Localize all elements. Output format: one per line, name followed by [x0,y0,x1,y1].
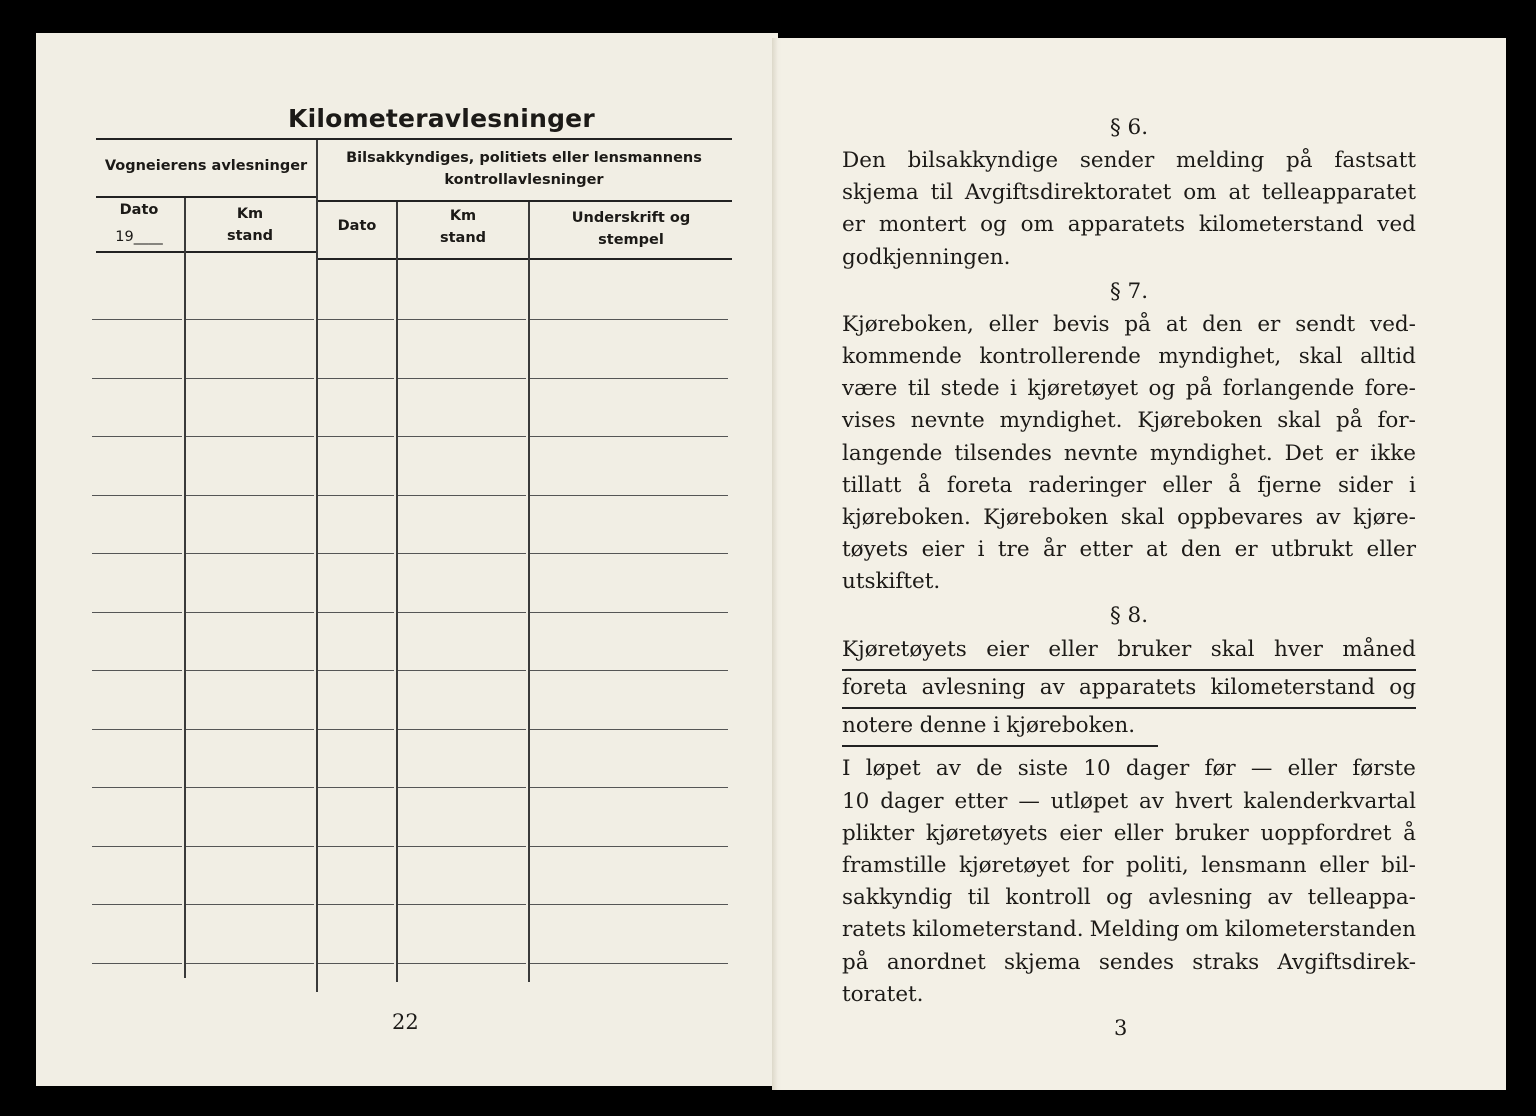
word: foreta [946,472,1013,498]
text-line [842,309,1416,341]
word: for- [1377,408,1416,434]
word: Melding [1089,917,1180,943]
word: eller [1048,637,1098,663]
word: dager [880,788,944,814]
text-line [842,786,1416,818]
ledger-row-line [530,904,728,905]
ledger-row-line [318,319,394,320]
word: av [1315,504,1341,530]
word: Det [1284,440,1324,466]
ledger-row-line [186,846,314,847]
ledger-row-line [92,495,182,496]
word: politi, [1125,853,1189,878]
word: Kjøretøyets [842,637,967,663]
word: skal [1210,637,1255,663]
word: er [1335,440,1359,466]
ledger-row-line [186,729,314,730]
word: — [1250,756,1273,782]
ledger-row-line [186,612,314,613]
word: bevis [1053,311,1110,337]
text-line [842,209,1416,241]
word: tillatt [842,472,902,498]
signature-header-line2: stempel [598,232,664,248]
word: bruker [1117,637,1192,663]
ledger-row-line [92,319,182,320]
word: sendes [1098,949,1175,975]
word: straks [1192,949,1260,975]
word: kilometerstanden [1224,917,1416,943]
word: kilometerstand [1210,675,1376,701]
word: avlesning [921,675,1026,701]
regulation-text [842,110,1416,1011]
word: 10 [1083,756,1111,782]
word: kjøretøyets [925,820,1048,846]
word: eier [986,637,1029,663]
word: forlangende [1222,376,1355,402]
word: toratet. [842,981,924,1007]
ledger-row-line [398,495,526,496]
word: skal [1277,408,1322,434]
control-header-rule [316,200,732,202]
word: fjerne [1257,472,1322,498]
section-6-body [842,145,1416,274]
word: hver [1273,637,1323,663]
word: apparatets [1067,212,1186,238]
ledger-row-line [318,553,394,554]
control-km-header: Km [449,208,477,224]
word: ved [1377,212,1416,238]
word: for [1082,853,1114,878]
ledger-row-line [530,378,728,379]
ledger-row-line [92,846,182,847]
text-line [842,405,1416,437]
ledger-row-line [318,904,394,905]
ledger-row-line [186,787,314,788]
word: nevnte [1063,440,1138,466]
ledger-row-line [92,553,182,554]
word: myndighet. [999,408,1123,434]
word: ratets [842,917,907,943]
word: være [842,376,898,402]
ledger-row-line [398,670,526,671]
text-line [842,947,1416,979]
word: sider [1337,472,1393,498]
word: ved- [1370,311,1416,337]
ledger-row-line [398,612,526,613]
word: måned [1342,637,1416,663]
word: å [1228,472,1242,498]
word: I [842,756,851,782]
text-line [842,914,1416,946]
word: apparatets [1078,675,1197,701]
word: notere [842,713,914,739]
ledger-row-line [530,963,728,964]
word: i [1010,376,1017,402]
word: melding [1176,148,1265,173]
word: kontrollerende [979,343,1141,369]
word: eller [1287,756,1338,782]
word: ikke [1370,440,1416,466]
word: om [1185,917,1219,943]
ledger-row-line [398,963,526,964]
ledger-row-line [530,612,728,613]
word: dager [1125,756,1190,782]
word: lensmann [1201,853,1307,878]
word: denne [919,713,987,739]
text-line [842,882,1416,914]
owner-body-rule [96,251,316,253]
word: på [842,949,869,975]
word: og [1148,376,1176,402]
ledger-row-line [398,904,526,905]
left-page-number: 22 [392,1010,419,1034]
underlined-line [842,671,1416,709]
owner-readings-header: Vogneierens avlesninger [104,158,308,174]
word: bilsakkyndige [907,148,1059,173]
word: eller [1162,472,1212,498]
text-line [842,438,1416,470]
ledger-row-line [186,670,314,671]
word: skjema [842,180,919,206]
ledger-row-line [186,436,314,437]
word: fore- [1364,376,1416,402]
word: eier [921,537,965,563]
word: alltid [1360,343,1416,369]
word: kilometerstand. [912,917,1084,943]
word: uoppfordret [1260,820,1392,846]
text-line [842,979,1416,1011]
word: framstille [842,853,947,878]
text-line [842,470,1416,502]
section-8-heading: § 8. [1109,603,1149,629]
word: er [1257,311,1281,337]
ledger-row-line [530,787,728,788]
ledger-row-line [318,787,394,788]
word: kjøretøyet [1027,376,1139,402]
word: av [1138,788,1164,814]
word: bruker [1174,820,1249,846]
ledger-row-line [530,846,728,847]
section-6-heading: § 6. [1109,115,1149,140]
ledger-row-line [92,904,182,905]
word: til [930,180,953,206]
word: at [1228,180,1250,206]
word: om [1183,180,1217,206]
right-page-number: 3 [1114,1016,1128,1040]
word: kjøreboken. [1006,713,1136,739]
ledger-row-line [186,378,314,379]
text-line [842,177,1416,209]
word: skjema [1003,949,1081,975]
word: kommende [842,343,962,369]
word: kilometerstand [1198,212,1364,238]
word: sendt [1295,311,1356,337]
ledger-row-line [186,553,314,554]
word: Kjøreboken [983,504,1109,530]
table-top-rule [96,138,732,140]
word: til [907,376,931,402]
word: de [976,756,1003,782]
word: anordnet [886,949,986,975]
word: Den [842,148,886,173]
word: myndighet, [1158,343,1282,369]
word: før [1204,756,1236,782]
word: er [1234,537,1258,563]
ledger-row-line [318,495,394,496]
text-line [842,850,1416,882]
word: den [1202,311,1243,337]
word: av [1267,885,1293,911]
word: utskiftet. [842,569,941,595]
word: kontroll [1005,885,1091,911]
word: sender [1079,148,1155,173]
ledger-row-line [398,436,526,437]
word: godkjenningen. [842,244,1011,270]
word: av [1039,675,1065,701]
word: første [1352,756,1416,782]
ledger-row-line [318,729,394,730]
word: eller [1113,820,1164,846]
word: på [1124,311,1151,337]
word: til [967,885,991,911]
word: skal [1120,504,1165,530]
text-line [842,534,1416,566]
ledger-row-line [186,495,314,496]
ledger-row-line [398,378,526,379]
owner-km-header: Km [236,206,264,222]
word: år [1042,537,1067,563]
control-body-rule [316,258,732,260]
ledger-row-line [530,670,728,671]
word: Kjøreboken [1137,408,1263,434]
page-crease [772,38,782,1090]
ledger-row-line [318,378,394,379]
word: montert [878,212,967,238]
word: og [1389,675,1416,701]
word: sakkyndig [842,885,953,911]
signature-header: Underskrift og [571,210,691,226]
ledger-row-line [186,963,314,964]
section-7-body [842,309,1416,599]
ledger-row-line [530,319,728,320]
word: Kjøreboken, [842,311,974,337]
ledger-row-line [92,787,182,788]
word: tre [997,537,1030,563]
word: og [1106,885,1133,911]
word: Avgiftsdirektoratet [964,180,1172,206]
word: langende [842,440,943,466]
ledger-row-line [92,670,182,671]
word: den [1180,537,1222,563]
underlined-line [842,709,1158,747]
word: raderinger [1028,472,1147,498]
ledger-row-line [398,787,526,788]
word: telleappa- [1307,885,1416,911]
word: eller [1319,853,1369,878]
word: vises [842,408,896,434]
ledger-row-line [530,436,728,437]
word: siste [1017,756,1069,782]
underlined-line [842,633,1416,671]
word: og [980,212,1007,238]
ledger-row-line [318,963,394,964]
word: å [1403,820,1416,846]
word: bil- [1381,853,1416,878]
text-line [842,341,1416,373]
word: hvert [1174,788,1233,814]
word: utløpet [1050,788,1129,814]
ledger-row-line [92,378,182,379]
ledger-row-line [530,553,728,554]
text-line [842,566,1416,598]
ledger-row-line [318,670,394,671]
word: om [1020,212,1054,238]
ledger-row-line [318,846,394,847]
text-line [842,145,1416,177]
word: at [1165,311,1188,337]
word: telleapparatet [1261,180,1416,206]
word: å [917,472,931,498]
ledger-row-line [92,612,182,613]
ledger-row-line [186,904,314,905]
word: fastsatt [1334,148,1416,173]
word: kjøre- [1353,504,1416,530]
ledger-row-line [530,729,728,730]
table-title: Kilometeravlesninger [288,104,595,133]
word: i [1409,472,1416,498]
ledger-row-line [398,846,526,847]
word: skal [1298,343,1343,369]
word: at [1145,537,1168,563]
ledger-row-line [92,436,182,437]
control-readings-header-line2: kontrollavlesninger [444,172,604,188]
word: kjøretøyet [958,853,1070,878]
ledger-row-line [318,612,394,613]
text-line [842,818,1416,850]
word: av [935,756,961,782]
word: oppbevares [1177,504,1304,530]
word: 10 [842,788,870,814]
word: løpet [865,756,921,782]
word: — [1018,788,1040,814]
word: eller [1366,537,1416,563]
word: i [977,537,985,563]
owner-km-header-line2: stand [226,228,274,244]
text-line [842,753,1416,785]
word: etter [1079,537,1133,563]
word: i [992,713,1000,739]
word: myndighet. [1149,440,1273,466]
word: kalenderkvartal [1243,788,1416,814]
column-divider-main [316,140,318,992]
section-8-body [842,753,1416,1011]
text-line [842,502,1416,534]
control-date-header: Dato [337,218,377,234]
ledger-row-line [92,963,182,964]
owner-date-year-header: 19____ [115,229,163,245]
section-7-heading: § 7. [1109,278,1149,304]
word: eier [1059,820,1102,846]
word: eller [988,311,1039,337]
word: foreta [842,675,908,701]
word: utbrukt [1271,537,1354,563]
ledger-row-line [530,495,728,496]
word: på [1335,408,1363,434]
word: tøyets [842,537,909,563]
word: plikter [842,820,915,846]
word: avlesning [1148,885,1253,911]
word: nevnte [910,408,985,434]
word: tilsendes [954,440,1052,466]
word: på [1185,376,1213,402]
control-readings-header-line1: Bilsakkyndiges, politiets eller lensmannens [346,150,702,166]
ledger-row-line [186,319,314,320]
word: stede [940,376,1000,402]
word: kjøreboken. [842,504,971,530]
control-km-header-line2: stand [439,230,487,246]
section-8-underlined [842,633,1416,747]
word: Avgiftsdirek- [1277,949,1416,975]
owner-date-header: Dato [119,202,159,218]
word: etter [954,788,1008,814]
owner-header-rule [96,196,316,198]
ledger-row-line [92,729,182,730]
word: er [842,212,866,238]
ledger-row-line [398,729,526,730]
ledger-row-line [398,319,526,320]
ledger-row-line [318,436,394,437]
word: på [1286,148,1313,173]
ledger-row-line [398,553,526,554]
text-line [842,242,1416,274]
column-divider-owner [184,198,186,978]
text-line [842,373,1416,405]
